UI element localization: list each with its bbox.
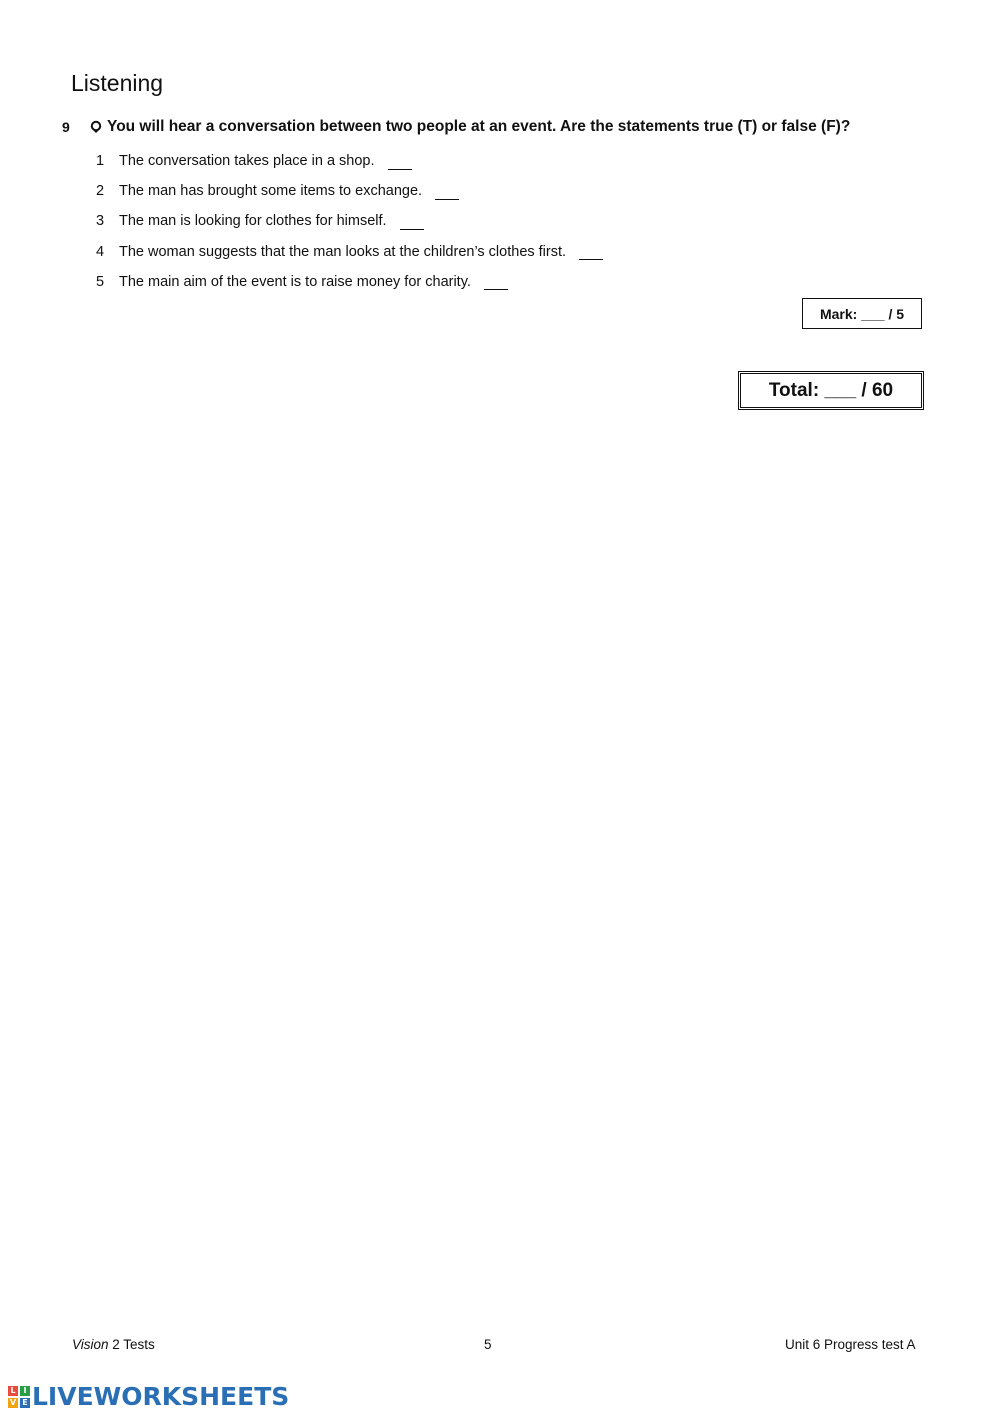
- logo-letter: V: [9, 1397, 17, 1407]
- logo-letter: L: [8, 1386, 18, 1396]
- footer-book-title: [72, 1337, 155, 1352]
- footer-book-suffix: 2 Tests: [108, 1337, 155, 1352]
- footer-unit: Unit 6 Progress test A: [785, 1337, 916, 1352]
- mark-box: Mark: ___ / 5: [802, 298, 922, 329]
- logo-text: LIVEWORKSHEETS: [32, 1382, 290, 1411]
- section-title: Listening: [71, 70, 164, 96]
- statement-text: The man is looking for clothes for himself.: [119, 213, 387, 230]
- statement-item: [96, 146, 603, 176]
- footer-book-name: Vision: [72, 1337, 109, 1352]
- statement-number: 3: [96, 213, 105, 230]
- statement-number: 1: [96, 153, 105, 170]
- statement-text: The woman suggests that the man looks at the children’s clothes first.: [119, 243, 567, 260]
- total-box: Total: ___ / 60: [738, 371, 924, 410]
- statement-number: 5: [96, 273, 105, 290]
- statement-item: [96, 176, 603, 206]
- footer-page-number: 5: [484, 1337, 492, 1352]
- question-header: [62, 118, 942, 136]
- statement-number: 2: [96, 183, 105, 200]
- question-instruction: You will hear a conversation between two people at an event. Are the statements true (T) or false (F)?: [107, 118, 851, 135]
- answer-blank[interactable]: [400, 219, 424, 230]
- answer-blank[interactable]: [388, 159, 412, 170]
- statement-text: The main aim of the event is to raise money for charity.: [119, 273, 471, 290]
- statement-text: The man has brought some items to exchange.: [119, 183, 423, 200]
- statement-list: [96, 146, 603, 297]
- statement-number: 4: [96, 243, 105, 260]
- logo-letter: I: [20, 1386, 30, 1396]
- answer-blank[interactable]: [435, 189, 459, 200]
- statement-item: [96, 206, 603, 236]
- logo-letter: E: [20, 1398, 30, 1408]
- statement-text: The conversation takes place in a shop.: [119, 153, 375, 170]
- logo-icon: [8, 1386, 30, 1408]
- answer-blank[interactable]: [579, 249, 603, 260]
- statement-item: [96, 237, 603, 267]
- question-number: 9: [62, 119, 70, 135]
- statement-item: [96, 267, 603, 297]
- liveworksheets-logo[interactable]: [8, 1382, 289, 1411]
- answer-blank[interactable]: [484, 279, 508, 290]
- audio-icon[interactable]: [89, 118, 107, 136]
